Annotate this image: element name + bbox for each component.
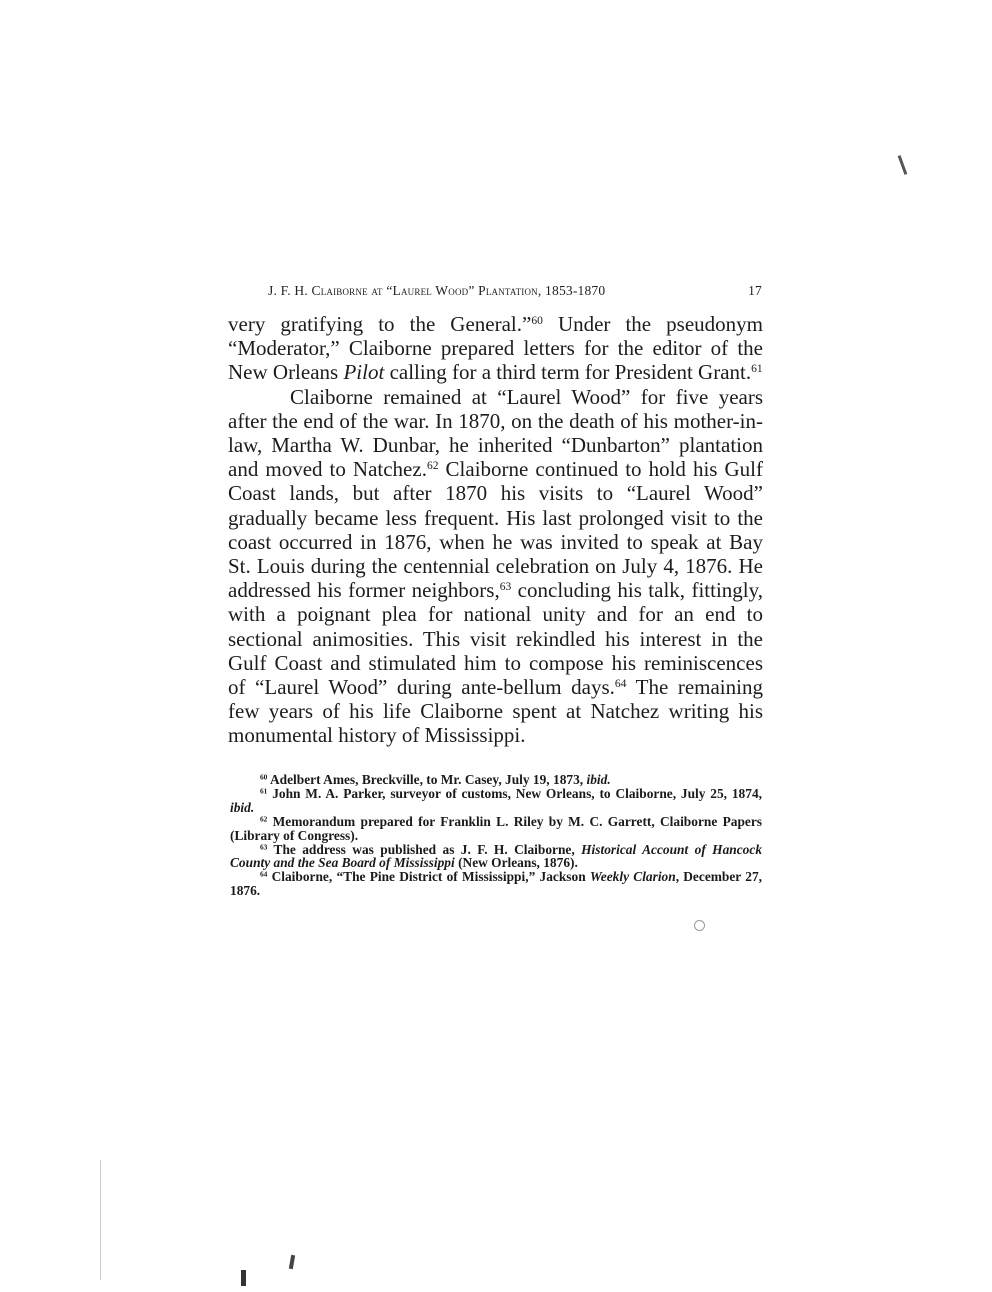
- p2-text-d: The remaining few years of his life Claiborne spent at Natchez writing his monumental history of Mississippi.: [228, 675, 763, 748]
- running-title-smallcaps: Claiborne at “Laurel Wood” Plantation: [311, 283, 538, 298]
- running-header: [268, 283, 762, 299]
- footnote-63-tail: (New Orleans, 1876).: [454, 855, 578, 871]
- footnote-num-62: 62: [260, 814, 268, 824]
- footnote-num-61: 61: [260, 786, 268, 796]
- page-number: 17: [748, 283, 762, 298]
- footnote-64-newspaper-title: Weekly Clarion: [589, 869, 676, 885]
- footnote-num-64: 64: [260, 869, 268, 879]
- footnote-60-text: Adelbert Ames, Breckville, to Mr. Casey, July 19, 1873,: [267, 772, 587, 787]
- footnote-64: [230, 870, 762, 898]
- running-title-years: , 1853-1870: [537, 283, 606, 298]
- scan-speck-bottom-left-2: [289, 1255, 295, 1269]
- footnote-ref-62: 62: [426, 460, 439, 473]
- p2-text-a: Claiborne remained at “Laurel Wood” for five years after the end of the war. In 1870, on the death of his mother-in-law, Martha W. Dunbar, he inherited “Dunbarton” plantation and moved to Natchez.: [228, 384, 763, 482]
- p1-text-c: calling for a third term for President Grant.: [384, 360, 752, 385]
- footnote-num-63: 63: [260, 842, 268, 852]
- p1-text-b: Under the pseudonym “Moderator,” Claiborne prepared letters for the editor of the New Orleans: [228, 312, 764, 385]
- footnotes: [230, 773, 762, 898]
- body-text: [228, 312, 763, 748]
- p1-text-a: very gratifying to the General.”: [228, 312, 532, 336]
- footnote-ref-60: 60: [531, 315, 543, 328]
- footnote-ref-63: 63: [499, 581, 512, 594]
- paragraph-2: [228, 385, 763, 748]
- scan-speck-bottom-left: [241, 1270, 246, 1286]
- scan-speck-circle: [694, 920, 705, 931]
- footnote-63: [230, 843, 762, 871]
- p2-text-b: Claiborne continued to hold his Gulf Coast lands, but after 1870 his visits to “Laurel Wood” gradually became less frequent. His last prolonged visit to the coast occurred in 1876, when he was invited to speak at Bay St. Louis during the centennial celebration on July 4, 1876. He addressed his former neighbors,: [228, 457, 763, 603]
- footnote-64-tail: , December 27, 1876.: [230, 869, 762, 899]
- pilot-newspaper-title: Pilot: [343, 360, 385, 385]
- footnote-ref-64: 64: [614, 678, 627, 691]
- footnote-ref-61: 61: [751, 363, 763, 376]
- footnote-63-book-title: Historical Account of Hancock County and the Sea Board of Mississippi: [230, 841, 763, 871]
- footnote-61-ibid: ibid.: [230, 799, 255, 815]
- footnote-63-text: The address was published as J. F. H. Claiborne,: [267, 841, 582, 857]
- footnote-61-text: John M. A. Parker, surveyor of customs, New Orleans, to Claiborne, July 25, 1874,: [267, 785, 762, 801]
- scan-speck-corner: [898, 155, 908, 175]
- p2-text-c: concluding his talk, fittingly, with a poignant plea for national unity and for an end to sectional animosities. This visit rekindled his interest in the Gulf Coast and stimulated him to compose his reminiscences of “Laurel Wood” during ante-bellum days.: [228, 578, 764, 700]
- footnote-60-ibid: ibid.: [586, 772, 611, 787]
- paragraph-1: [228, 312, 763, 385]
- footnote-62-text: Memorandum prepared for Franklin L. Riley by M. C. Garrett, Claiborne Papers (Library of Congress).: [230, 813, 762, 843]
- scan-edge-line: [100, 1160, 101, 1280]
- footnote-61: [230, 787, 762, 815]
- running-title: [268, 283, 605, 299]
- footnote-64-text: Claiborne, “The Pine District of Mississippi,” Jackson: [267, 869, 590, 885]
- footnote-num-60: 60: [260, 772, 268, 782]
- footnote-60: [230, 773, 762, 787]
- footnote-62: [230, 815, 762, 843]
- running-title-prefix: J. F. H.: [268, 283, 312, 298]
